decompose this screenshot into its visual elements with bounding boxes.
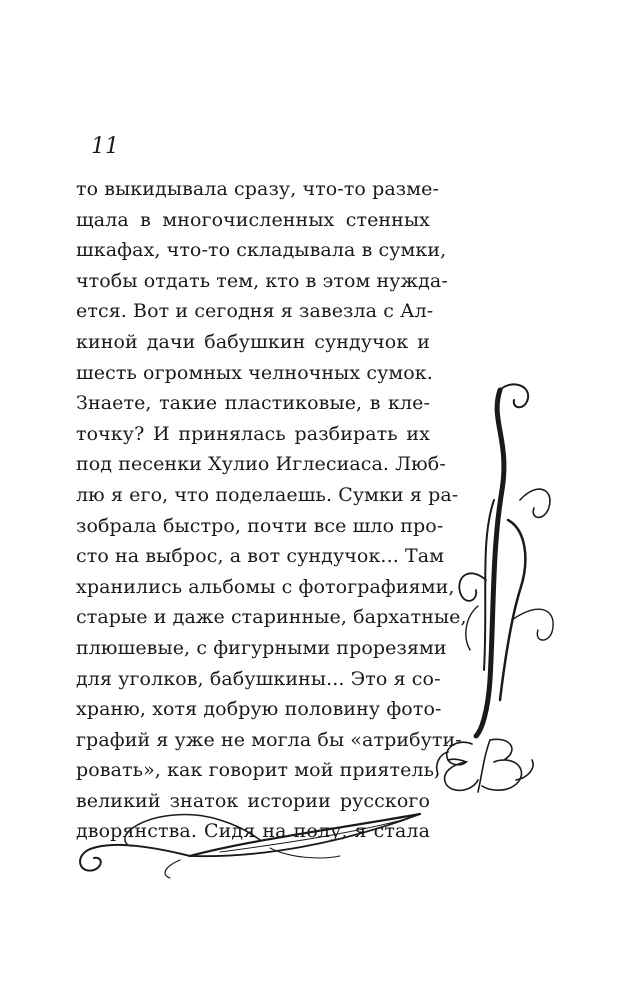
text-line: чтобы отдать тем, кто в этом нужда- (76, 269, 448, 292)
text-line: Знаете, такие пластиковые, в кле- (76, 392, 430, 415)
text-line: зобрала быстро, почти все шло про- (76, 514, 444, 537)
text-line: хранились альбомы с фотографиями, (76, 575, 455, 598)
text-line: киной дачи бабушкин сундучок и (76, 330, 430, 353)
text-line: шкафах, что-то складывала в сумки, (76, 239, 447, 262)
text-line: то выкидывала сразу, что-то разме- (76, 178, 439, 200)
text-line: точку? И принялась разбирать их (76, 422, 430, 445)
monogram-eb-icon (432, 730, 542, 800)
text-line: ется. Вот и сегодня я завезла с Ал- (76, 300, 434, 323)
text-line: шесть огромных челночных сумок. (76, 361, 433, 384)
body-text (76, 174, 467, 847)
text-line: старые и даже старинные, бархатные, (76, 606, 467, 629)
text-line: великий знаток истории русского (76, 789, 430, 812)
flourish-horizontal-ornament (70, 800, 430, 880)
text-line: дворянства. Сидя на полу, я стала (76, 820, 430, 843)
text-line: храню, хотя добрую половину фото- (76, 698, 442, 721)
text-line: под песенки Хулио Иглесиаса. Люб- (76, 453, 446, 476)
text-line: щала в многочисленных стенных (76, 208, 430, 231)
text-line: сто на выброс, а вот сундучок... Там (76, 545, 445, 568)
text-line: для уголков, бабушкины... Это я со- (76, 667, 441, 690)
text-line: плюшевые, с фигурными прорезями (76, 636, 447, 659)
page-number: 11 (91, 134, 119, 159)
flourish-vertical-ornament (430, 380, 570, 740)
text-line: ровать», как говорит мой приятель, (76, 759, 441, 782)
text-line: графий я уже не могла бы «атрибути- (76, 728, 462, 751)
text-line: лю я его, что поделаешь. Сумки я ра- (76, 483, 459, 506)
